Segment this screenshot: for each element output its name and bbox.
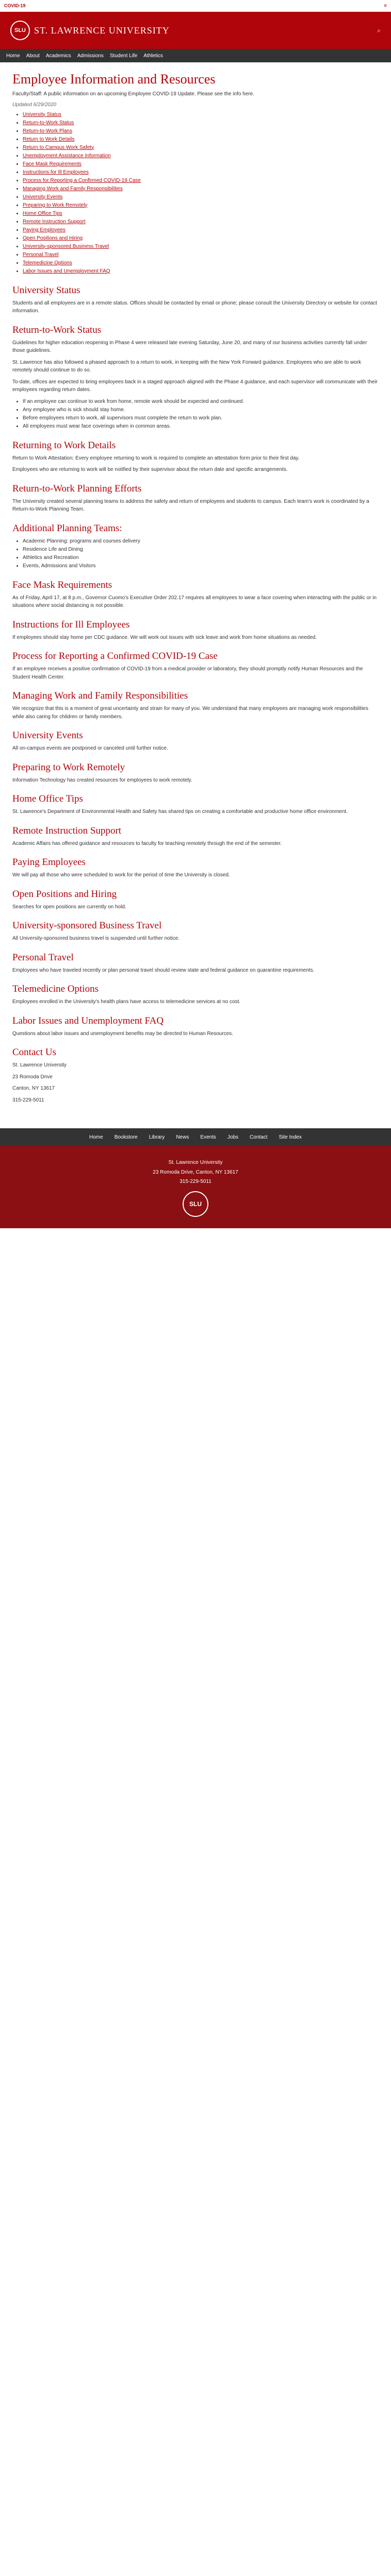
toc-link[interactable]: Return-to-Work Plans xyxy=(23,128,72,134)
list-item: • Events, Admissions and Visitors xyxy=(23,562,379,570)
seal-icon: SLU xyxy=(10,21,30,40)
section-paragraph: The University created several planning teams to address the safety and return of employees and students to campus. Each team's work is coordinated by a Return-to-Work Planning Team. xyxy=(12,498,369,512)
section-heading: Personal Travel xyxy=(12,952,74,963)
toc-item xyxy=(23,144,379,152)
section-list xyxy=(23,537,379,570)
toc-item xyxy=(23,168,379,177)
menu-icon[interactable]: ≡ xyxy=(384,3,387,9)
section-paragraph: As of Friday, April 17, at 8 p.m., Governor Cuomo's Executive Order 202.17 requires all employees to wear a face covering when interacting with the public or in situations where social distancing is not possible. xyxy=(12,595,377,608)
section-paragraph: If an employee receives a positive confirmation of COVID-19 from a medical provider or laboratory, they should promptly notify Human Resources and the Student Health Center. xyxy=(12,666,363,680)
section-paragraph: If employees should stay home per CDC guidance. We will work out issues with sick leave and work from home situations as needed. xyxy=(12,634,317,640)
toc-link[interactable]: Managing Work and Family Responsibilities xyxy=(23,185,123,192)
nav-item[interactable]: Home xyxy=(6,53,20,59)
covid-label[interactable]: COVID-19 xyxy=(4,3,26,8)
section-heading: Face Mask Requirements xyxy=(12,579,112,590)
section-paragraph: St. Lawrence's Department of Environmental Health and Safety has shared tips on creating a comfortable and productive home office environment. xyxy=(12,809,348,815)
toc-link[interactable]: Face Mask Requirements xyxy=(23,161,82,167)
footer-nav-item[interactable]: News xyxy=(176,1134,189,1140)
toc-link[interactable]: Home Office Tips xyxy=(23,210,62,216)
section-heading: Instructions for Ill Employees xyxy=(12,619,130,630)
section-heading: Telemedicine Options xyxy=(12,984,99,994)
footer-nav-item[interactable]: Contact xyxy=(250,1134,268,1140)
intro-text: Faculty/Staff: A public information on an upcoming Employee COVID-19 Update. Please see the info here. xyxy=(12,91,254,97)
toc-item xyxy=(23,177,379,185)
section-paragraph: All University-sponsored business travel is suspended until further notice. xyxy=(12,936,180,941)
toc-item xyxy=(23,135,379,144)
toc-link[interactable]: Unemployment Assistance Information xyxy=(23,152,111,159)
section-heading: Return-to-Work Planning Efforts xyxy=(12,483,142,494)
main-content xyxy=(0,62,391,1104)
site-header xyxy=(0,12,391,49)
section-heading: University Status xyxy=(12,284,80,296)
list-item: • Before employees return to work, all supervisors must complete the return to work plan. xyxy=(23,414,379,422)
footer-nav xyxy=(0,1128,391,1146)
section-paragraph: Academic Affairs has offered guidance and resources to faculty for teaching remotely through the end of the semester. xyxy=(12,840,282,846)
toc-link[interactable]: Paying Employees xyxy=(23,227,66,233)
toc-item xyxy=(23,234,379,243)
toc-item xyxy=(23,210,379,218)
logo-text: ST. LAWRENCE UNIVERSITY xyxy=(34,25,170,36)
toc-item xyxy=(23,119,379,127)
section-heading: Labor Issues and Unemployment FAQ xyxy=(12,1015,164,1026)
section-paragraph: Employees enrolled in the University's health plans have access to telemedicine services at no cost. xyxy=(12,999,241,1005)
toc-link[interactable]: Instructions for Ill Employees xyxy=(23,169,89,175)
section-heading: Home Office Tips xyxy=(12,793,83,804)
list-item: • If an employee can continue to work from home, remote work should be expected and continued. xyxy=(23,398,379,406)
section-heading: Process for Reporting a Confirmed COVID-19 Case xyxy=(12,651,218,662)
updated-date: Updated 6/29/2020 xyxy=(12,101,57,108)
toc-item xyxy=(23,218,379,226)
toc-item xyxy=(23,111,379,119)
list-item: • Any employee who is sick should stay home. xyxy=(23,406,379,414)
toc-item xyxy=(23,267,379,276)
section-paragraph: We recognize that this is a moment of great uncertainty and strain for many of you. We understand that many employees are managing work responsibilities while also caring for children or family members. xyxy=(12,706,368,720)
section-paragraph: St. Lawrence has also followed a phased approach to a return to work, in keeping with the New York Forward guidance. Employees who are able to work remotely should continue to do so. xyxy=(12,359,361,373)
nav-item[interactable]: Academics xyxy=(45,53,71,59)
list-item: • Academic Planning: programs and courses delivery xyxy=(23,537,379,546)
toc-link[interactable]: University-sponsored Business Travel xyxy=(23,243,109,249)
page-title: Employee Information and Resources xyxy=(12,72,216,87)
section-heading: Remote Instruction Support xyxy=(12,825,122,836)
toc-link[interactable]: Personal Travel xyxy=(23,251,59,258)
toc-item xyxy=(23,243,379,251)
section-heading: Paying Employees xyxy=(12,857,86,868)
contact-line: 23 Romoda Drive xyxy=(12,1074,53,1080)
main-nav xyxy=(0,49,391,62)
toc-link[interactable]: University Status xyxy=(23,111,62,117)
section-paragraph: We will pay all those who were scheduled to work for the period of time the University is closed. xyxy=(12,872,230,878)
section-paragraph: Information Technology has created resources for employees to work remotely. xyxy=(12,777,192,783)
footer-line: St. Lawrence University xyxy=(168,1160,223,1165)
nav-item[interactable]: Student Life xyxy=(109,53,138,59)
contact-line: St. Lawrence University xyxy=(12,1062,67,1068)
toc-item xyxy=(23,127,379,135)
section-paragraph: Questions about labor issues and unemployment benefits may be directed to Human Resources. xyxy=(12,1030,234,1037)
toc-item xyxy=(23,185,379,193)
toc-link[interactable]: University Events xyxy=(23,194,63,200)
section-list xyxy=(23,398,379,431)
section-heading: Additional Planning Teams: xyxy=(12,522,122,534)
list-item: • Residence Life and Dining xyxy=(23,546,379,554)
toc-item xyxy=(23,152,379,160)
toc-item xyxy=(23,193,379,201)
footer-line: 23 Romoda Drive, Canton, NY 13617 xyxy=(153,1169,238,1175)
section-paragraph: To-date, offices are expected to bring employees back in a staged approach aligned with the Phase 4 guidance, and each supervisor will communicate with their employees regarding return dates. xyxy=(12,379,378,393)
footer-nav-item[interactable]: Bookstore xyxy=(114,1134,138,1140)
toc-item xyxy=(23,160,379,168)
site-footer xyxy=(0,1146,391,1228)
contact-line: Canton, NY 13617 xyxy=(12,1086,55,1091)
section-paragraph: Students and all employees are in a remote status. Offices should be contacted by email or phone; please consult the University Directory or website for contact information. xyxy=(12,300,377,314)
toc-link[interactable]: Labor Issues and Unemployment FAQ xyxy=(23,268,110,274)
university-logo[interactable] xyxy=(10,21,170,40)
toc-link[interactable]: Return to Work Details xyxy=(23,136,75,142)
section-paragraph: Searches for open positions are currently on hold. xyxy=(12,904,126,910)
section-heading: University-sponsored Business Travel xyxy=(12,920,162,931)
footer-nav-item[interactable]: Home xyxy=(89,1134,103,1140)
search-icon[interactable]: ⌕ xyxy=(377,26,381,34)
section-paragraph: Employees who have traveled recently or plan personal travel should review state and federal guidance on quarantine requirements. xyxy=(12,967,315,973)
toc-link[interactable]: Process for Reporting a Confirmed COVID-19 Case xyxy=(23,177,141,183)
toc-link[interactable]: Telemedicine Options xyxy=(23,260,72,266)
contact-line: 315-229-5011 xyxy=(12,1097,44,1103)
section-heading: Preparing to Work Remotely xyxy=(12,761,125,773)
section-heading: Returning to Work Details xyxy=(12,439,116,451)
section-paragraph: Employees who are returning to work will be notified by their supervisor about the return date and specific arrangements. xyxy=(12,467,288,472)
toc-item xyxy=(23,251,379,259)
section-heading: University Events xyxy=(12,730,83,741)
table-of-contents xyxy=(23,111,379,276)
footer-nav-item[interactable]: Library xyxy=(149,1134,165,1140)
toc-item xyxy=(23,226,379,234)
list-item: • Athletics and Recreation xyxy=(23,554,379,562)
section-heading: Return-to-Work Status xyxy=(12,324,102,335)
contact-block xyxy=(12,1061,379,1104)
section-heading: Managing Work and Family Responsibilities xyxy=(12,690,188,701)
section-paragraph: All on-campus events are postponed or canceled until further notice. xyxy=(12,745,168,751)
footer-line: 315-229-5011 xyxy=(180,1179,211,1184)
contact-heading: Contact Us xyxy=(12,1047,56,1058)
section-heading: Open Positions and Hiring xyxy=(12,888,117,900)
toc-link[interactable]: Return to Campus Work Safety xyxy=(23,144,94,150)
nav-item[interactable]: Athletics xyxy=(143,53,164,59)
footer-seal-icon: SLU xyxy=(183,1191,208,1217)
nav-item[interactable]: About xyxy=(26,53,40,59)
footer-nav-item[interactable]: Jobs xyxy=(227,1134,239,1140)
nav-item[interactable]: Admissions xyxy=(77,53,104,59)
section-paragraph: Return to Work Attestation: Every employee returning to work is required to complete an attestation form prior to their first day. xyxy=(12,455,300,461)
toc-item xyxy=(23,259,379,267)
list-item: • All employees must wear face coverings when in common areas. xyxy=(23,422,379,431)
toc-link[interactable]: Remote Instruction Support xyxy=(23,218,86,225)
sections-container xyxy=(12,285,379,1038)
footer-nav-item[interactable]: Events xyxy=(200,1134,216,1140)
toc-item xyxy=(23,201,379,210)
toc-link[interactable]: Return-to-Work Status xyxy=(23,120,74,126)
footer-nav-item[interactable]: Site Index xyxy=(279,1134,302,1140)
toc-link[interactable]: Preparing to Work Remotely xyxy=(23,202,88,208)
section-paragraph: Guidelines for higher education reopening in Phase 4 were released late evening Saturday, June 20, and many of our business activities currently fall under those guidelines. xyxy=(12,340,367,353)
top-bar xyxy=(0,0,391,12)
toc-link[interactable]: Open Positions and Hiring xyxy=(23,235,83,241)
